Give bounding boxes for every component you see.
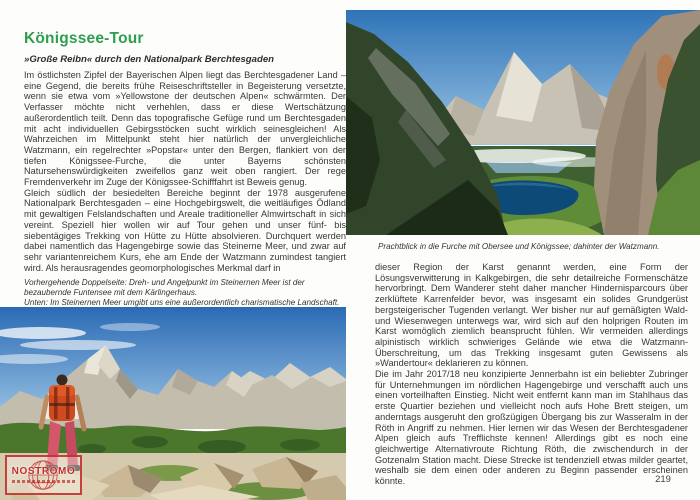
left-paragraph-1: Im östlichsten Zipfel der Bayerischen Alpen liegt das Berchtesgadener Land – eine Gegend, die bereits frühe Reiseschriftsteller in Begeisterung versetzte, wenn sie etwa vom »Yellowstone der deutschen Alpen« schwärmten. Der Verfasser möchte nicht verhehlen, dass er diese Wertschätzung außerordentlich teilt. Denn das topografische Gefüge rund um Berchtesgaden mit acht individuellen Gebirgsstöcken sucht wirklich seinesgleichen! Als Wahrzeichen im Mittelpunkt steht hier natürlich der unvergleichliche Watzmann, ein regelrechter »Popstar« unter den Bergen, flankiert von der tiefen Königssee-Furche, die unter Bayerns schönsten Natursehenswürdigkeiten zweifellos ganz weit oben rangiert. Der rege Fremdenverkehr im Zuge der Königssee-Schifffahrt ist Beweis genug. (24, 70, 346, 188)
photo-caption-previous-spread: Vorhergehende Doppelseite: Dreh- und Angelpunkt im Steinernen Meer ist der bezaubernde Funtensee mit dem Kärlingerhaus. (24, 278, 305, 298)
page-title: Königssee-Tour (24, 30, 144, 47)
valley-lake-photo-art (346, 10, 700, 235)
left-caption-block (24, 278, 346, 308)
left-text-column (24, 30, 346, 308)
photo-caption-below: Unten: Im Steinernen Meer umgibt uns eine außerordentlich charismatische Landschaft. (24, 298, 340, 308)
page-number: 219 (655, 474, 671, 485)
left-body-text (24, 70, 346, 273)
watermark-text: NOSTROMO (11, 466, 76, 477)
nostromo-watermark (5, 455, 82, 495)
right-text-column (375, 262, 688, 487)
right-paragraph-1: dieser Region der Karst genannt werden, eine Form der Lösungsverwitterung in Kalkgebirgen, die sehr detailreiche Formenschätze hervorbringt. Dem Wanderer steht daher mancher Hindernisparcours über zerklüftete Karrenfelder bevor, was insgesamt ein solides Grundgerüst bergsteigerischer Tugenden verlangt. Wer bisher nur auf gemäßigten Wald- und Wiesenwegen unterwegs war, wird sich auf den holprigen Routen im Karst womöglich ziemlich beansprucht fühlen. Wir vermeiden allerdings alpinistisch wirklich schwieriges Gelände wie etwa die Watzmann-Überschreitung, um das Trekking insgesamt guten Gewissens als »Wandertour« deklarieren zu können. (375, 262, 688, 369)
right-paragraph-2: Die im Jahr 2017/18 neu konzipierte Jennerbahn ist ein beliebter Zubringer für Unternehmungen im nördlichen Hagengebirge und verschafft auch uns einen vorteilhaften Einstieg. Nicht weit entfernt kann man im Stahlhaus das erste Quartier beziehen und vielleicht noch aufs Hohe Brett steigen, um anderntags ausgeruht den großzügigen Übergang bis zur Wasseralm in der Röth in Angriff zu nehmen. Hier lernen wir das Wesen der Berchtesgadener Alpen gleich aufs Trefflichste kennen! Allerdings gibt es noch eine gleichwertige Alternativroute Richtung Röth, die zwischendurch in der Gotzenalm Station macht. Diese Strecke ist tendenziell etwas milder geartet, weshalb sie dem einen oder anderen zu Beginn passender erscheinen könnte. (375, 369, 688, 487)
watermark-tagline (12, 480, 75, 483)
left-paragraph-2: Gleich südlich der besiedelten Bereiche beginnt der 1978 ausgerufene Nationalpark Berchtesgaden – eine Hochgebirgswelt, die weitläufiges Ödland mit gewaltigen Felslandschaften und Areale traditioneller Almwirtschaft in sich vereint. Speziell hier wollen wir auf Tour gehen und unser fünf- bis siebentägiges Trekking von Hütte zu Hütte absolvieren. Durchquert werden dabei namentlich das Hagengebirge sowie das Steinerne Meer, und zwar auf sehr variantenreichem Kurs, ehe am Ende der Watzmann zumindest tangiert wird. Als herausragendes geomorphologisches Merkmal darf in (24, 187, 346, 273)
top-photo-caption: Prachtblick in die Furche mit Obersee und Königssee; dahinter der Watzmann. (378, 242, 660, 251)
chapter-subtitle: »Große Reibn« durch den Nationalpark Berchtesgaden (24, 54, 275, 65)
valley-lake-photo (346, 10, 700, 235)
hiker-photo (0, 307, 346, 500)
